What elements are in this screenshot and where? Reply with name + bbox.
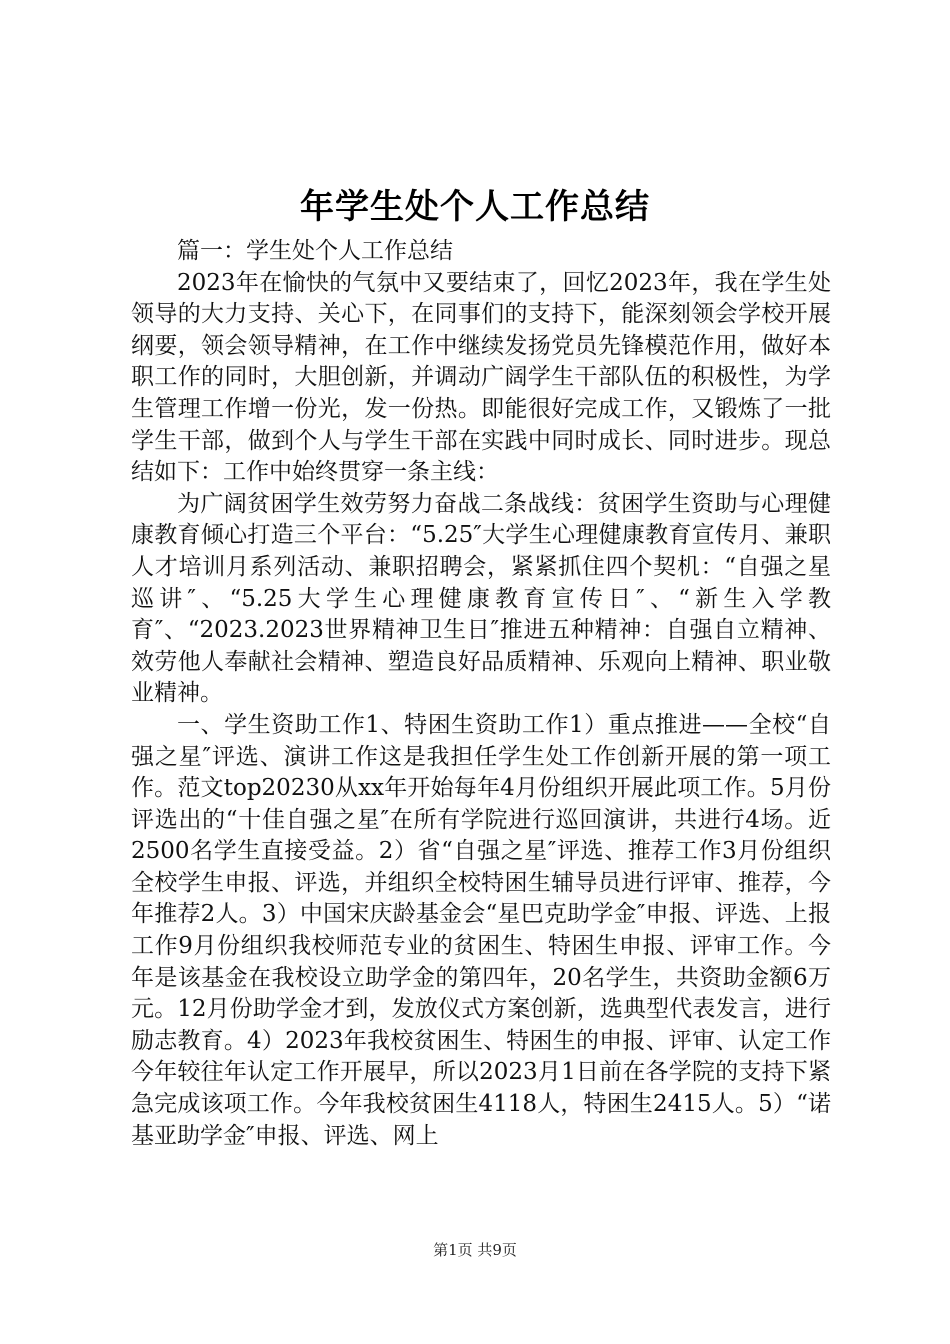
paragraph: 2023年在愉快的气氛中又要结束了，回忆2023年，我在学生处领导的大力支持、关心下，在同事们的支持下，能深刻领会学校开展纲要，领会领导精神，在工作中继续发扬党员先锋模范作用，做好本职工作的同时，大胆创新，并调动广阔学生干部队伍的积极性，为学生管理工作增一份光，发一份热。即能很好完成工作，又锻炼了一批学生干部，做到个人与学生干部在实践中同时成长、同时进步。现总结如下：工作中始终贯穿一条主线：: [131, 269, 831, 486]
paragraph-heading: 篇一：学生处个人工作总结: [177, 238, 453, 264]
page-number-footer: 第1页 共9页: [433, 1241, 517, 1259]
document-title: 年学生处个人工作总结: [300, 187, 650, 227]
paragraph: 一、学生资助工作1、特困生资助工作1）重点推进——全校“自强之星″评选、演讲工作这是我担任学生处工作创新开展的第一项工作。范文top20230从xx年开始每年4月份组织开展此项工作。5月份评选出的“十佳自强之星″在所有学院进行巡回演讲，共进行4场。近2500名学生直接受益。2）省“自强之星″评选、推荐工作3月份组织全校学生申报、评选，并组织全校特困生辅导员进行评审、推荐，今年推荐2人。3）中国宋庆龄基金会“星巴克助学金″申报、评选、上报工作9月份组织我校师范专业的贫困生、特困生申报、评审工作。今年是该基金在我校设立助学金的第四年，20名学生，共资助金额6万元。12月份助学金才到，发放仪式方案创新，选典型代表发言，进行励志教育。4）2023年我校贫困生、特困生的申报、评审、认定工作今年较往年认定工作开展早，所以2023月1日前在各学院的支持下紧急完成该项工作。今年我校贫困生4118人，特困生2415人。5）“诺基亚助学金″申报、评选、网上: [131, 711, 831, 1149]
document-body: [131, 236, 831, 1152]
paragraph: 为广阔贫困学生效劳努力奋战二条战线：贫困学生资助与心理健康教育倾心打造三个平台：“5.25″大学生心理健康教育宣传月、兼职人才培训月系列活动、兼职招聘会，紧紧抓住四个契机：“自强之星巡讲″、“5.25大学生心理健康教育宣传日″、“新生入学教育″、“2023.2023世界精神卫生日″推进五种精神：自强自立精神、效劳他人奉献社会精神、塑造良好品质精神、乐观向上精神、职业敬业精神。: [131, 490, 831, 707]
